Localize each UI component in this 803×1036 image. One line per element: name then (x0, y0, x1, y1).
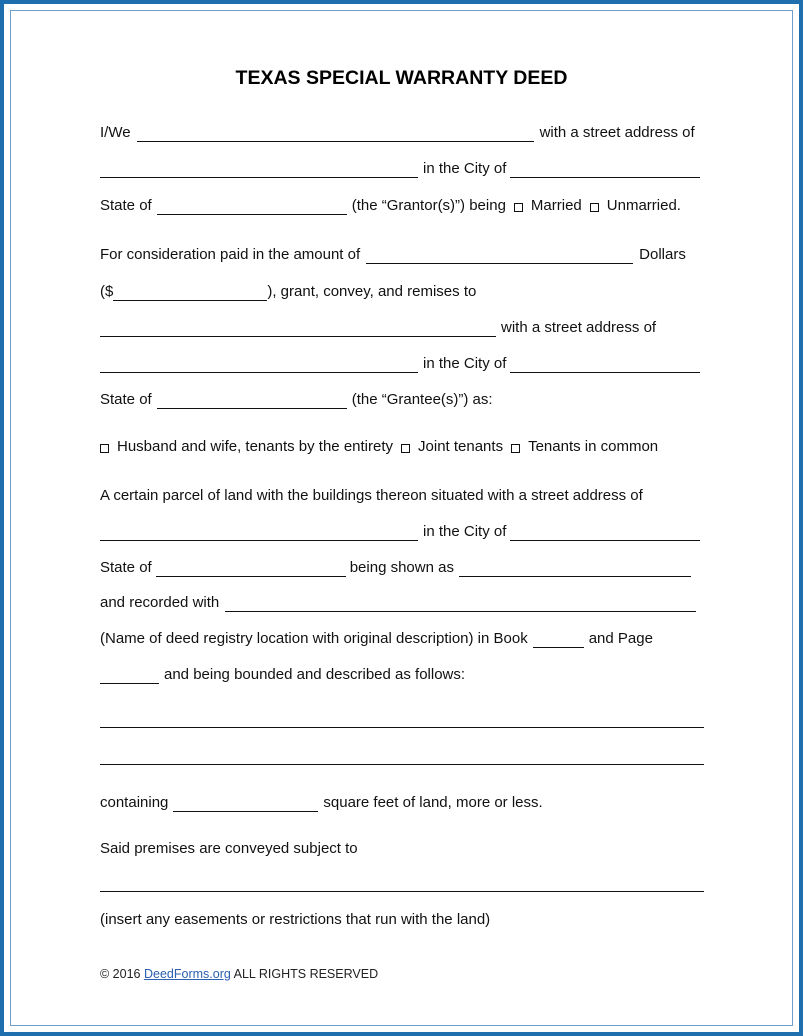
square-feet-field[interactable] (173, 795, 318, 812)
dollars-label: Dollars (639, 246, 686, 263)
dollar-open: ($ (100, 283, 114, 300)
description-line-2[interactable] (100, 764, 704, 765)
line-parcel-state (100, 559, 691, 577)
grantee-state-label: State of (100, 391, 152, 408)
unmarried-checkbox[interactable] (590, 203, 599, 212)
grantee-address-field[interactable] (100, 356, 418, 373)
grantor-name-field[interactable] (137, 125, 534, 142)
husband-wife-label: Husband and wife, tenants by the entirety (117, 438, 394, 455)
footer (100, 967, 378, 981)
tenants-common-label: Tenants in common (528, 438, 659, 455)
married-checkbox[interactable] (514, 203, 523, 212)
parcel-state-field[interactable] (156, 560, 346, 577)
grantee-state-field[interactable] (157, 392, 347, 409)
parcel-city-field[interactable] (510, 524, 700, 541)
city-label: in the City of (423, 160, 507, 177)
being-shown-label: being shown as (349, 559, 454, 576)
grantee-city-field[interactable] (510, 356, 700, 373)
street-address-label: with a street address of (539, 124, 695, 141)
copyright: © 2016 (100, 967, 141, 981)
line-containing (100, 794, 543, 812)
line-grantor-address (100, 160, 700, 178)
consideration-words-field[interactable] (366, 247, 633, 264)
easements-note: (insert any easements or restrictions that run with the land) (100, 911, 491, 928)
line-parcel-address (100, 523, 700, 541)
bounded-label: and being bounded and described as follows: (164, 666, 466, 683)
consideration-label: For consideration paid in the amount of (100, 246, 361, 263)
line-registry (100, 630, 653, 648)
recorded-label: and recorded with (100, 594, 220, 611)
state-label: State of (100, 197, 152, 214)
grantor-label: (the “Grantor(s)”) being (351, 197, 506, 214)
line-consideration-amount (100, 283, 476, 301)
tenants-common-checkbox[interactable] (511, 444, 520, 453)
grantor-city-field[interactable] (510, 161, 700, 178)
description-line-1[interactable] (100, 727, 704, 728)
registry-label: (Name of deed registry location with original description) in Book (100, 630, 528, 647)
line-easements-note (100, 911, 490, 929)
unmarried-label: Unmarried. (606, 197, 681, 214)
book-field[interactable] (533, 631, 584, 648)
line-grantor-name (100, 124, 695, 142)
parcel-city-label: in the City of (423, 523, 507, 540)
line-page-bounded (100, 666, 465, 684)
consideration-amount-field[interactable] (113, 284, 267, 301)
grantor-address-field[interactable] (100, 161, 418, 178)
line-recorded (100, 594, 696, 612)
rights-reserved: ALL RIGHTS RESERVED (233, 967, 379, 981)
grant-label: ), grant, convey, and remises to (267, 283, 477, 300)
grantee-city-label: in the City of (423, 355, 507, 372)
grantor-state-field[interactable] (157, 198, 347, 215)
subject-label: Said premises are conveyed subject to (100, 840, 358, 857)
document-title: TEXAS SPECIAL WARRANTY DEED (235, 67, 568, 89)
parcel-address-field[interactable] (100, 524, 418, 541)
married-label: Married (530, 197, 582, 214)
joint-tenants-label: Joint tenants (418, 438, 504, 455)
joint-tenants-checkbox[interactable] (401, 444, 410, 453)
line-tenancy (100, 438, 658, 456)
parcel-state-label: State of (100, 559, 152, 576)
recorded-field[interactable] (225, 595, 696, 612)
grantee-street-label: with a street address of (501, 319, 657, 336)
line-consideration (100, 246, 686, 264)
line-grantee-name (100, 319, 656, 337)
husband-wife-checkbox[interactable] (100, 444, 109, 453)
being-shown-field[interactable] (459, 560, 691, 577)
page-field[interactable] (100, 667, 159, 684)
iwe-label: I/We (100, 124, 131, 141)
line-parcel-intro (100, 487, 643, 505)
line-grantee-state (100, 391, 493, 409)
grantee-name-field[interactable] (100, 320, 496, 337)
parcel-intro: A certain parcel of land with the buildings thereon situated with a street address of (100, 487, 643, 504)
grantee-label: (the “Grantee(s)”) as: (351, 391, 493, 408)
easements-line[interactable] (100, 891, 704, 892)
page-label: and Page (588, 630, 653, 647)
line-subject (100, 840, 358, 858)
square-feet-label: square feet of land, more or less. (323, 794, 543, 811)
containing-label: containing (100, 794, 169, 811)
line-grantee-address (100, 355, 700, 373)
line-grantor-state (100, 197, 681, 215)
deedforms-link[interactable]: DeedForms.org (143, 967, 231, 981)
